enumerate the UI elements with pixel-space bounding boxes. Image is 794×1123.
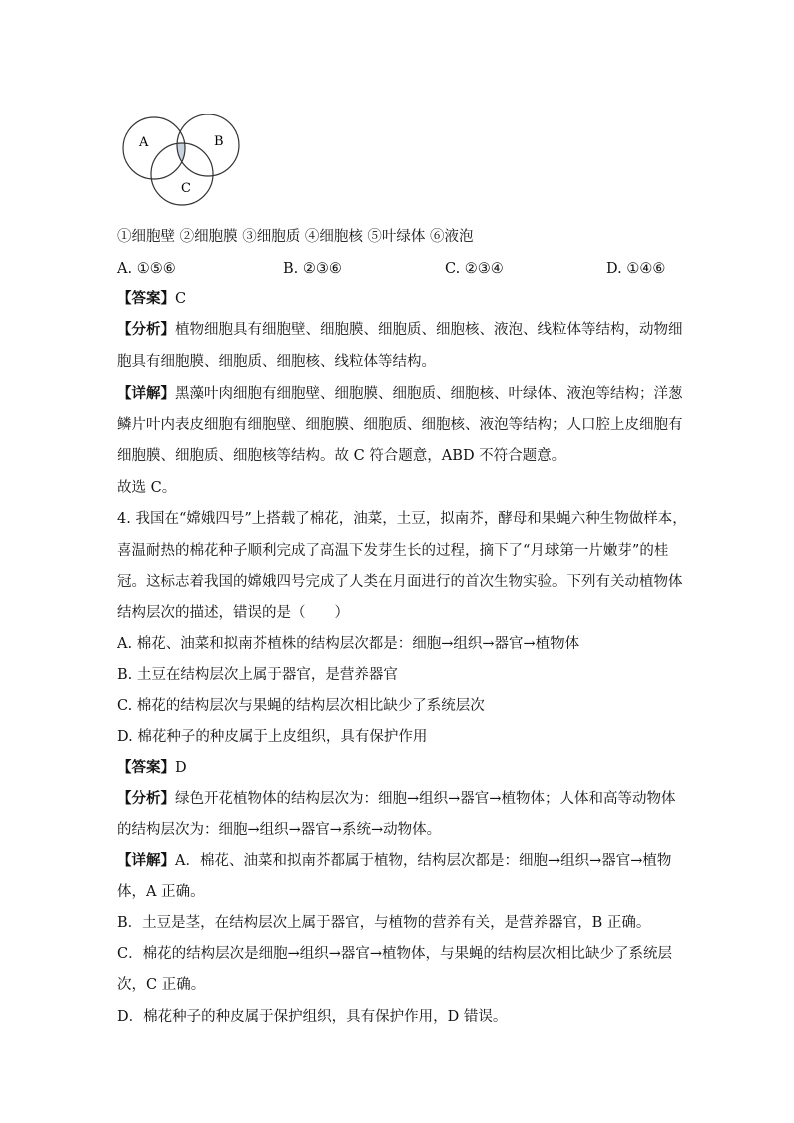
detail-tag: 【详解】 (117, 852, 175, 869)
analysis-tag: 【分析】 (117, 790, 175, 807)
q4-detail-line: 次，C 正确。 (117, 977, 206, 993)
answer-tag: 【答案】 (117, 759, 175, 776)
q3-option-b: B. ②③⑥ (283, 261, 342, 277)
venn-circle-a (123, 117, 185, 179)
venn-diagram (118, 114, 252, 206)
analysis-text: 绿色开花植物体的结构层次为：细胞→组织→器官→植物体；人体和高等动物体 (175, 791, 676, 807)
answer-value: C (175, 291, 187, 307)
q4-stem-line: 喜温耐热的棉花种子顺利完成了高温下发芽生长的过程，摘下了“月球第一片嫩芽”的桂 (117, 543, 669, 559)
q4-stem-line: 冠。这标志着我国的嫦娥四号完成了人类在月面进行的首次生物实验。下列有关动植物体 (117, 574, 683, 590)
q3-detail-line: 细胞膜、细胞质、细胞核等结构。故 C 符合题意，ABD 不符合题意。 (117, 448, 567, 464)
detail-text: A．棉花、油菜和拟南芥都属于植物，结构层次都是：细胞→组织→器官→植物 (175, 853, 672, 869)
analysis-tag: 【分析】 (117, 321, 175, 338)
q4-analysis-line (117, 789, 675, 809)
q3-detail-line (117, 384, 683, 404)
q3-option-a: A. ①⑤⑥ (117, 261, 176, 277)
q3-conclusion: 故选 C。 (117, 480, 177, 496)
venn-label-c: C (181, 181, 191, 196)
q4-option-d: D. 棉花种子的种皮属于上皮组织，具有保护作用 (117, 729, 428, 745)
q3-analysis-line: 胞具有细胞膜、细胞质、细胞核、线粒体等结构。 (117, 354, 436, 370)
q3-item-list: ①细胞壁 ②细胞膜 ③细胞质 ④细胞核 ⑤叶绿体 ⑥液泡 (117, 229, 474, 245)
q3-analysis-line (117, 320, 683, 340)
analysis-text: 植物细胞具有细胞壁、细胞膜、细胞质、细胞核、液泡、线粒体等结构，动物细 (175, 322, 683, 338)
q4-detail-line (117, 851, 671, 871)
q4-option-b: B. 土豆在结构层次上属于器官，是营养器官 (117, 667, 398, 683)
venn-circle-b (177, 114, 239, 176)
q4-option-c: C. 棉花的结构层次与果蝇的结构层次相比缺少了系统层次 (117, 698, 485, 714)
q4-detail-line: C．棉花的结构层次是细胞→组织→器官→植物体，与果蝇的结构层次相比缺少了系统层 (117, 946, 673, 962)
q4-stem-line: 结构层次的描述，错误的是（ ） (117, 605, 349, 621)
detail-tag: 【详解】 (117, 385, 175, 402)
q3-option-c: C. ②③④ (445, 261, 504, 277)
q4-option-a: A. 棉花、油菜和拟南芥植株的结构层次都是：细胞→组织→器官→植物体 (117, 636, 580, 652)
q4-analysis-line: 的结构层次为：细胞→组织→器官→系统→动物体。 (117, 822, 442, 838)
venn-label-a: A (139, 135, 149, 150)
detail-text: 黑藻叶肉细胞有细胞壁、细胞膜、细胞质、细胞核、叶绿体、液泡等结构；洋葱 (175, 386, 683, 402)
answer-tag: 【答案】 (117, 290, 175, 307)
q4-detail-line: D．棉花种子的种皮属于保护组织，具有保护作用，D 错误。 (117, 1009, 508, 1025)
q3-answer (117, 289, 186, 309)
q3-detail-line: 鳞片叶内表皮细胞有细胞壁、细胞膜、细胞质、细胞核、液泡等结构；人口腔上皮细胞有 (117, 417, 683, 433)
venn-label-b: B (214, 134, 224, 149)
q4-answer (117, 758, 187, 778)
q4-detail-line: B．土豆是茎，在结构层次上属于器官，与植物的营养有关，是营养器官，B 正确。 (117, 915, 651, 931)
q3-option-d: D. ①④⑥ (606, 261, 666, 277)
answer-value: D (175, 760, 187, 776)
q4-stem-line: 4. 我国在“嫦娥四号”上搭载了棉花，油菜，土豆，拟南芥，酵母和果蝇六种生物做样本， (117, 511, 687, 527)
q4-detail-line: 体，A 正确。 (117, 884, 205, 900)
